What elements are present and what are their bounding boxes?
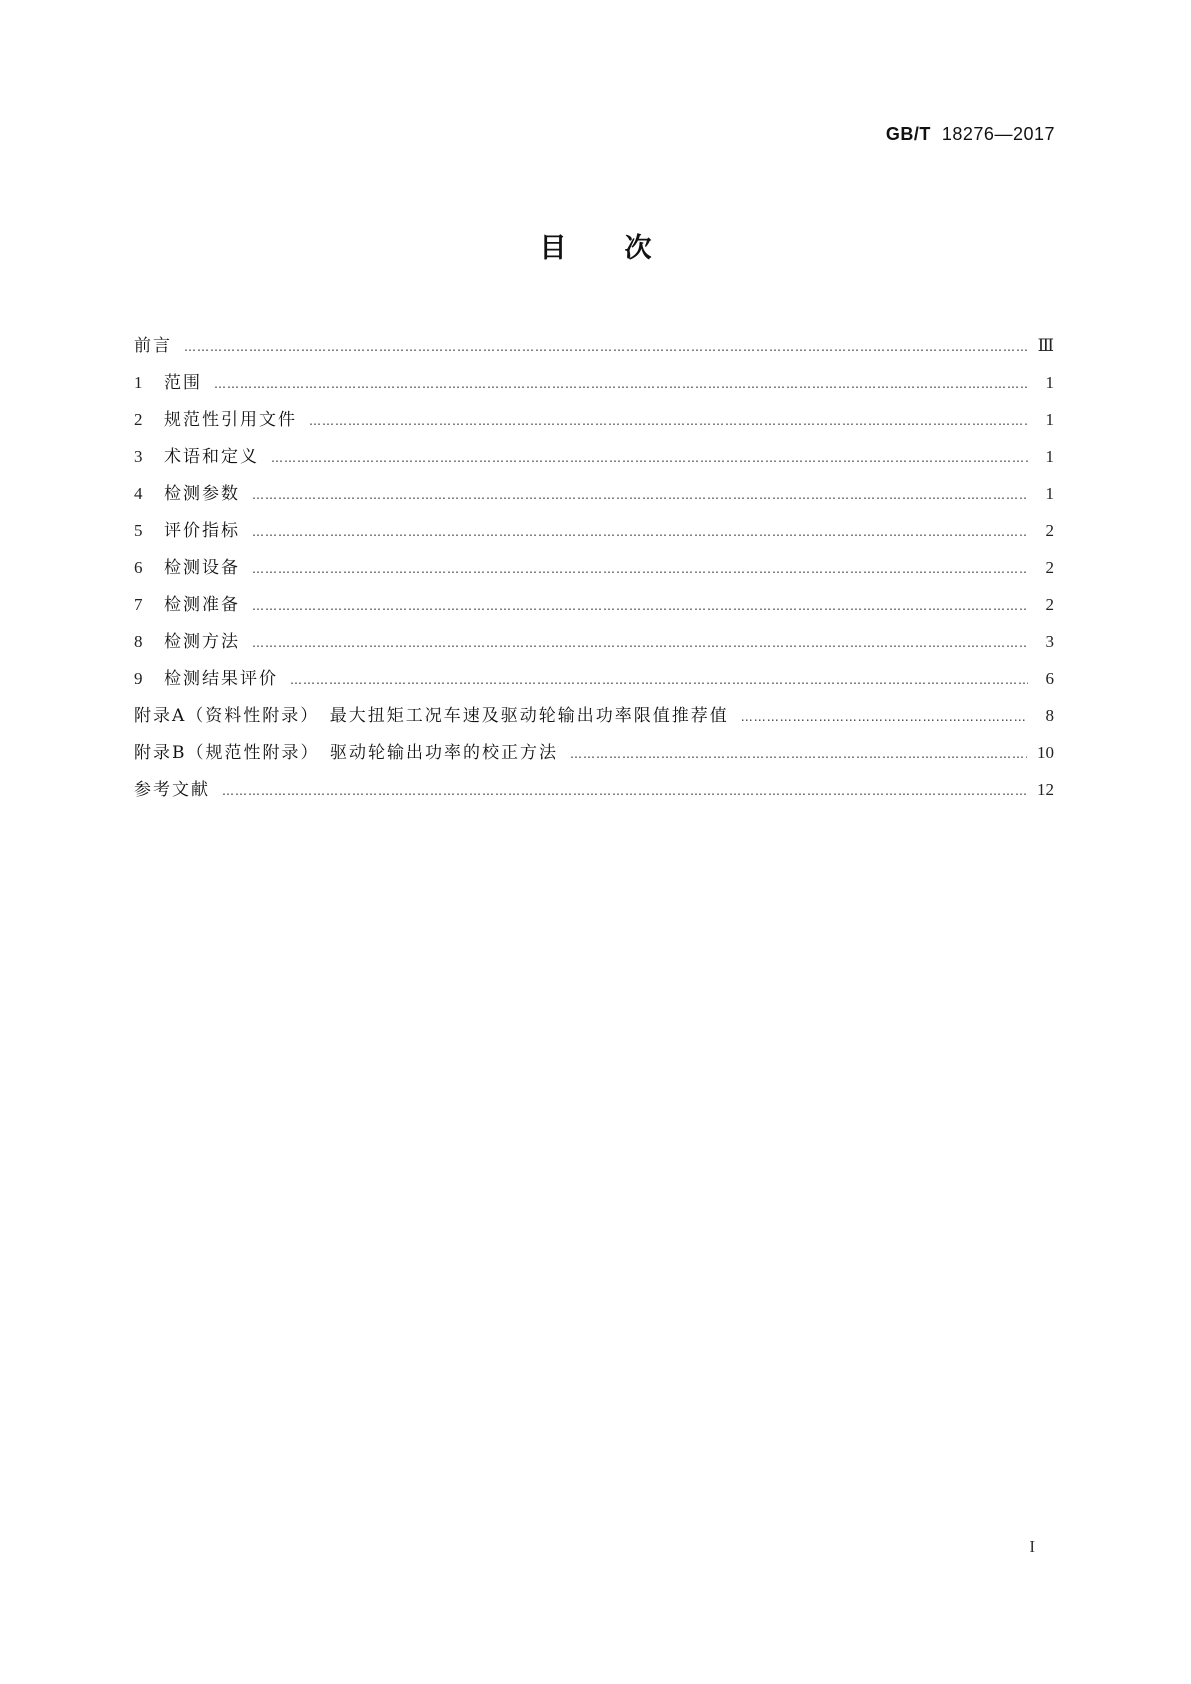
- toc-leader-dots: [252, 477, 1028, 514]
- toc-entry-4[interactable]: [134, 475, 1054, 512]
- toc-number: 1: [134, 373, 143, 392]
- page-number: I: [1029, 1537, 1035, 1556]
- toc-label: 检测方法: [164, 632, 240, 652]
- toc-page: 2: [1045, 521, 1054, 540]
- toc-entry-3[interactable]: [134, 438, 1054, 475]
- toc-label: 附录B（规范性附录） 驱动轮输出功率的校正方法: [134, 743, 558, 763]
- toc-page: 1: [1045, 447, 1054, 466]
- toc-page: 1: [1045, 410, 1054, 429]
- toc-page: 2: [1045, 558, 1054, 577]
- toc-entry-preface[interactable]: [134, 327, 1054, 364]
- toc-entry-8[interactable]: [134, 623, 1054, 660]
- toc-number: 6: [134, 558, 143, 577]
- toc-entry-7[interactable]: [134, 586, 1054, 623]
- toc-label: 检测结果评价: [164, 669, 278, 689]
- toc-entry-appendix-a[interactable]: [134, 697, 1054, 734]
- toc-page: 12: [1037, 780, 1054, 799]
- toc-label: 检测准备: [164, 595, 240, 615]
- toc-number: 7: [134, 595, 143, 614]
- toc-entry-references[interactable]: [134, 771, 1054, 808]
- toc-number: 9: [134, 669, 143, 688]
- toc-label: 附录A（资料性附录） 最大扭矩工况车速及驱动轮输出功率限值推荐值: [134, 706, 729, 726]
- toc-entry-5[interactable]: [134, 512, 1054, 549]
- toc-page: 3: [1045, 632, 1054, 651]
- toc-number: 4: [134, 484, 143, 503]
- toc-entry-2[interactable]: [134, 401, 1054, 438]
- page-title: 目次: [539, 233, 710, 264]
- toc-number: 8: [134, 632, 143, 651]
- toc-page: 6: [1045, 669, 1054, 688]
- toc-entry-9[interactable]: [134, 660, 1054, 697]
- standard-prefix: GB/T: [885, 124, 931, 144]
- standard-number: 18276—2017: [941, 124, 1055, 144]
- toc-page: 1: [1045, 373, 1054, 392]
- toc-leader-dots: [252, 514, 1028, 551]
- table-of-contents: [134, 327, 1054, 808]
- toc-leader-dots: [184, 329, 1028, 366]
- toc-label: 前言: [134, 336, 172, 356]
- toc-leader-dots: [222, 773, 1027, 810]
- toc-page: Ⅲ: [1037, 336, 1054, 355]
- toc-leader-dots: [252, 551, 1028, 588]
- toc-entry-6[interactable]: [134, 549, 1054, 586]
- toc-label: 范围: [164, 373, 202, 393]
- toc-label: 规范性引用文件: [164, 410, 297, 430]
- toc-leader-dots: [290, 662, 1028, 699]
- toc-leader-dots: [570, 736, 1027, 773]
- toc-label: 术语和定义: [164, 447, 259, 467]
- toc-page: 1: [1045, 484, 1054, 503]
- toc-leader-dots: [309, 403, 1028, 440]
- toc-page: 2: [1045, 595, 1054, 614]
- toc-number: 3: [134, 447, 143, 466]
- toc-number: 5: [134, 521, 143, 540]
- toc-entry-appendix-b[interactable]: [134, 734, 1054, 771]
- toc-leader-dots: [252, 588, 1028, 625]
- toc-entry-1[interactable]: [134, 364, 1054, 401]
- toc-number: 2: [134, 410, 143, 429]
- toc-page: 8: [1045, 706, 1054, 725]
- toc-label: 检测设备: [164, 558, 240, 578]
- toc-page: 10: [1037, 743, 1054, 762]
- toc-label: 参考文献: [134, 780, 210, 800]
- standard-code: [886, 124, 1055, 145]
- toc-leader-dots: [214, 366, 1028, 403]
- toc-leader-dots: [252, 625, 1028, 662]
- toc-leader-dots: [271, 440, 1028, 477]
- toc-leader-dots: [741, 699, 1028, 736]
- toc-label: 检测参数: [164, 484, 240, 504]
- toc-label: 评价指标: [164, 521, 240, 541]
